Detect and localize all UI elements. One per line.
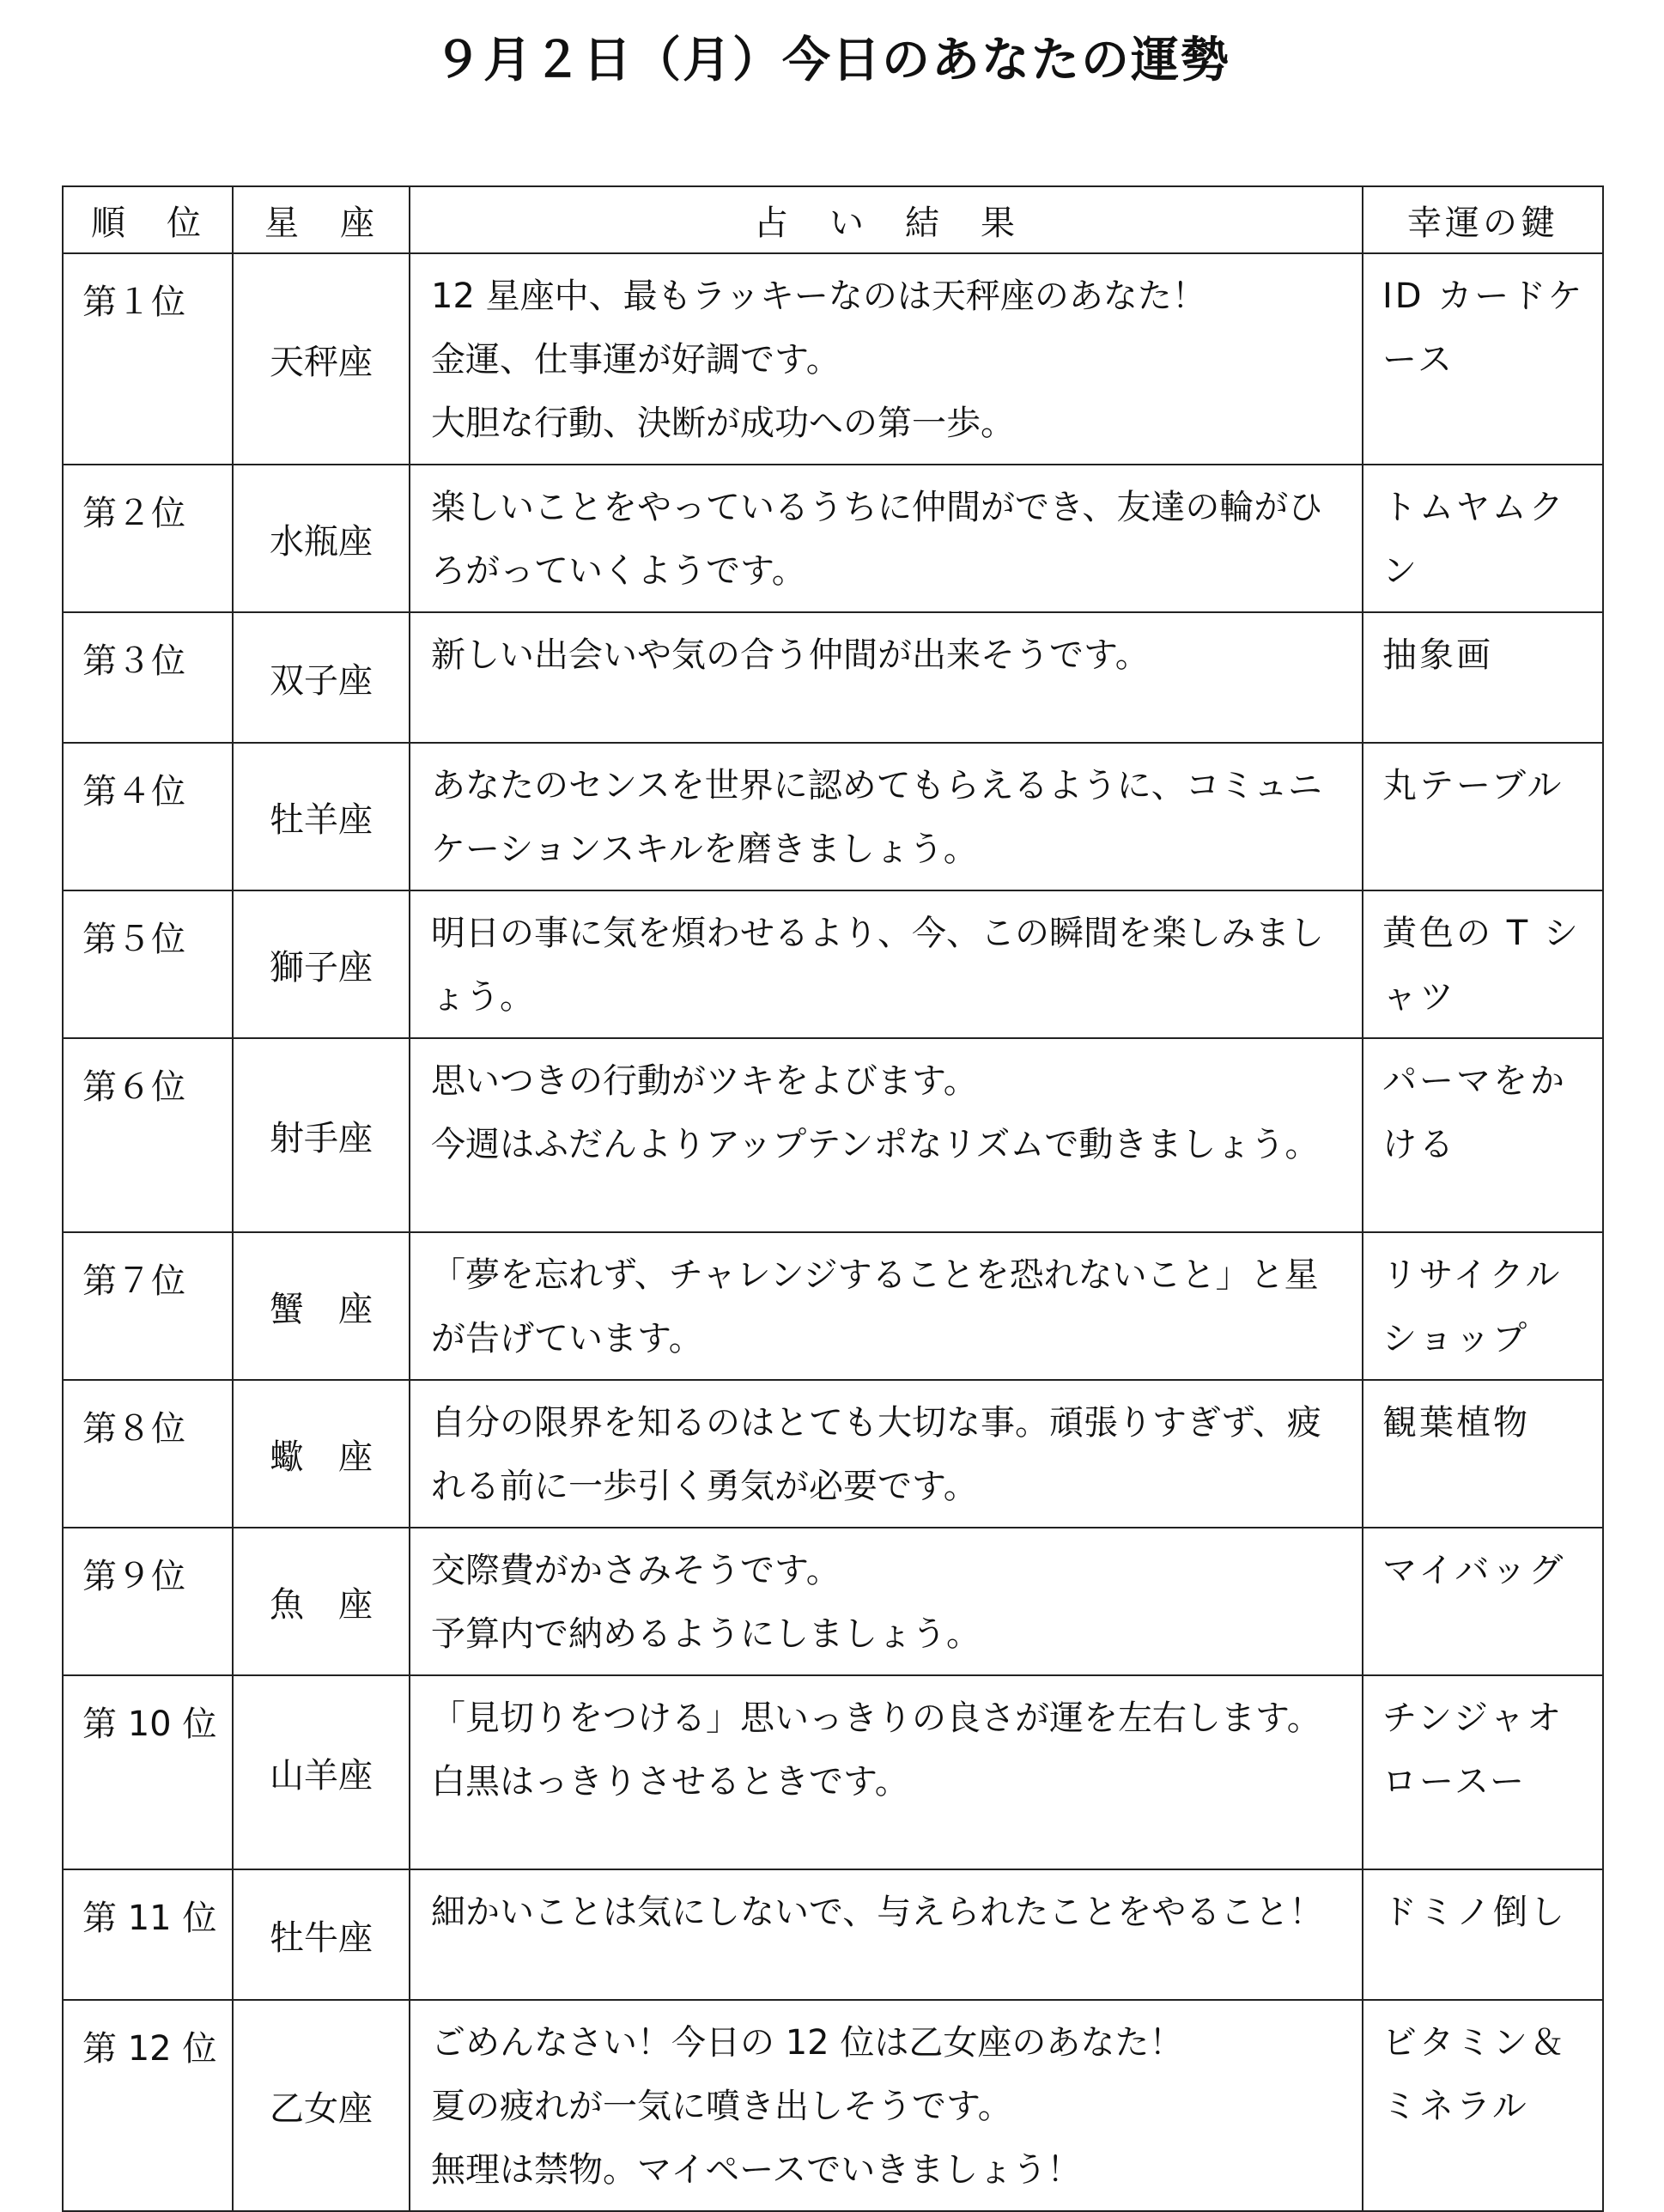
rank-cell: 第８位 bbox=[63, 1380, 233, 1528]
result-cell bbox=[410, 465, 1363, 612]
lucky-key-cell: 観葉植物 bbox=[1363, 1380, 1603, 1528]
sign-cell bbox=[233, 1528, 410, 1675]
sign-label: 獅子座 bbox=[270, 947, 373, 988]
lucky-key-cell: パーマをかける bbox=[1363, 1038, 1603, 1232]
result-line: 無理は禁物。マイペースでいきましょう！ bbox=[431, 2150, 1082, 2190]
result-cell bbox=[410, 890, 1363, 1038]
table-row bbox=[63, 1528, 1603, 1675]
result-line: ごめんなさい！今日の 12 位は乙女座のあなた！ bbox=[431, 2023, 1184, 2063]
sign-label: 水瓶座 bbox=[270, 521, 373, 562]
rank-cell: 第 11 位 bbox=[63, 1869, 233, 2000]
lucky-key-cell: リサイクルショップ bbox=[1363, 1232, 1603, 1380]
result-line: 「夢を忘れず、チャレンジすることを恐れないこと」と星が告げています。 bbox=[431, 1255, 1319, 1358]
result-cell bbox=[410, 1380, 1363, 1528]
lucky-key-cell: 黄色の T シャツ bbox=[1363, 890, 1603, 1038]
result-cell bbox=[410, 2000, 1363, 2211]
sign-cell bbox=[233, 612, 410, 743]
rank-cell: 第 12 位 bbox=[63, 2000, 233, 2211]
table-row bbox=[63, 890, 1603, 1038]
sign-cell bbox=[233, 465, 410, 612]
lucky-key-cell: ID カードケース bbox=[1363, 253, 1603, 465]
lucky-key-cell: ドミノ倒し bbox=[1363, 1869, 1603, 2000]
table-row bbox=[63, 1232, 1603, 1380]
table-row bbox=[63, 253, 1603, 465]
rank-cell: 第１位 bbox=[63, 253, 233, 465]
result-line: 新しい出会いや気の合う仲間が出来そうです。 bbox=[431, 635, 1150, 675]
sign-label: 蟹 座 bbox=[270, 1289, 373, 1329]
sign-cell bbox=[233, 890, 410, 1038]
lucky-key-cell: 抽象画 bbox=[1363, 612, 1603, 743]
rank-cell: 第７位 bbox=[63, 1232, 233, 1380]
result-cell bbox=[410, 1038, 1363, 1232]
result-cell bbox=[410, 1528, 1363, 1675]
sign-cell bbox=[233, 1232, 410, 1380]
rank-cell: 第６位 bbox=[63, 1038, 233, 1232]
header-result: 占 い 結 果 bbox=[410, 186, 1363, 253]
sign-cell bbox=[233, 2000, 410, 2211]
sign-label: 天秤座 bbox=[270, 342, 373, 382]
result-cell bbox=[410, 1675, 1363, 1869]
rank-cell: 第３位 bbox=[63, 612, 233, 743]
table-row bbox=[63, 2000, 1603, 2211]
result-cell bbox=[410, 1869, 1363, 2000]
sign-label: 山羊座 bbox=[270, 1755, 373, 1796]
result-line: 明日の事に気を煩わせるより、今、この瞬間を楽しみましょう。 bbox=[431, 914, 1324, 1017]
lucky-key-cell: マイバッグ bbox=[1363, 1528, 1603, 1675]
result-line: 夏の疲れが一気に噴き出しそうです。 bbox=[431, 2087, 1012, 2126]
sign-label: 牡牛座 bbox=[270, 1917, 373, 1958]
result-line: 交際費がかさみそうです。 bbox=[431, 1551, 841, 1590]
result-line: 細かいことは気にしないで、与えられたことをやること！ bbox=[431, 1893, 1324, 1932]
fortune-table-wrapper bbox=[62, 185, 1604, 2212]
header-row bbox=[63, 186, 1603, 253]
result-line: 「見切りをつける」思いっきりの良さが運を左右します。 bbox=[431, 1698, 1321, 1738]
header-key: 幸運の鍵 bbox=[1363, 186, 1603, 253]
table-row bbox=[63, 1380, 1603, 1528]
rank-cell: 第４位 bbox=[63, 743, 233, 890]
sign-label: 魚 座 bbox=[270, 1584, 373, 1625]
table-row bbox=[63, 1675, 1603, 1869]
rank-cell: 第 10 位 bbox=[63, 1675, 233, 1869]
result-line: 12 星座中、最もラッキーなのは天秤座のあなた！ bbox=[431, 276, 1206, 316]
table-row bbox=[63, 1038, 1603, 1232]
header-sign: 星 座 bbox=[233, 186, 410, 253]
rank-cell: 第５位 bbox=[63, 890, 233, 1038]
result-line: 自分の限界を知るのはとても大切な事。頑張りすぎず、疲れる前に一歩引く勇気が必要です。 bbox=[431, 1403, 1321, 1506]
fortune-table bbox=[62, 185, 1604, 2212]
sign-cell bbox=[233, 1380, 410, 1528]
sign-label: 射手座 bbox=[270, 1118, 373, 1158]
table-row bbox=[63, 1869, 1603, 2000]
result-cell bbox=[410, 253, 1363, 465]
rank-cell: 第９位 bbox=[63, 1528, 233, 1675]
result-line: 今週はふだんよりアップテンポなリズムで動きましょう。 bbox=[431, 1125, 1320, 1164]
sign-label: 乙女座 bbox=[270, 2088, 373, 2129]
rank-cell: 第２位 bbox=[63, 465, 233, 612]
table-row bbox=[63, 465, 1603, 612]
sign-cell bbox=[233, 1038, 410, 1232]
sign-cell bbox=[233, 253, 410, 465]
header-rank: 順 位 bbox=[63, 186, 233, 253]
table-row bbox=[63, 743, 1603, 890]
result-line: 思いつきの行動がツキをよびます。 bbox=[431, 1061, 978, 1101]
result-line: あなたのセンスを世界に認めてもらえるように、コミュニケーションスキルを磨きましょう。 bbox=[431, 766, 1322, 869]
sign-label: 蠍 座 bbox=[270, 1437, 373, 1477]
fortune-rows bbox=[63, 253, 1603, 2211]
lucky-key-cell: チンジャオロースー bbox=[1363, 1675, 1603, 1869]
page-title: ９月２日（月）今日のあなたの運勢 bbox=[434, 33, 1230, 88]
result-cell bbox=[410, 743, 1363, 890]
lucky-key-cell: ビタミン＆ミネラル bbox=[1363, 2000, 1603, 2211]
table-row bbox=[63, 612, 1603, 743]
result-line: 金運、仕事運が好調です。 bbox=[431, 340, 841, 380]
sign-cell bbox=[233, 1675, 410, 1869]
sign-cell bbox=[233, 1869, 410, 2000]
result-cell bbox=[410, 612, 1363, 743]
lucky-key-cell: トムヤムクン bbox=[1363, 465, 1603, 612]
result-line: 予算内で納めるようにしましょう。 bbox=[431, 1614, 981, 1654]
result-line: 白黒はっきりさせるときです。 bbox=[431, 1762, 909, 1802]
result-line: 楽しいことをやっているうちに仲間ができ、友達の輪がひろがっていくようです。 bbox=[431, 488, 1323, 591]
sign-label: 牡羊座 bbox=[270, 799, 373, 840]
sign-cell bbox=[233, 743, 410, 890]
result-cell bbox=[410, 1232, 1363, 1380]
result-line: 大胆な行動、決断が成功への第一歩。 bbox=[431, 404, 1015, 443]
sign-label: 双子座 bbox=[270, 660, 373, 701]
lucky-key-cell: 丸テーブル bbox=[1363, 743, 1603, 890]
